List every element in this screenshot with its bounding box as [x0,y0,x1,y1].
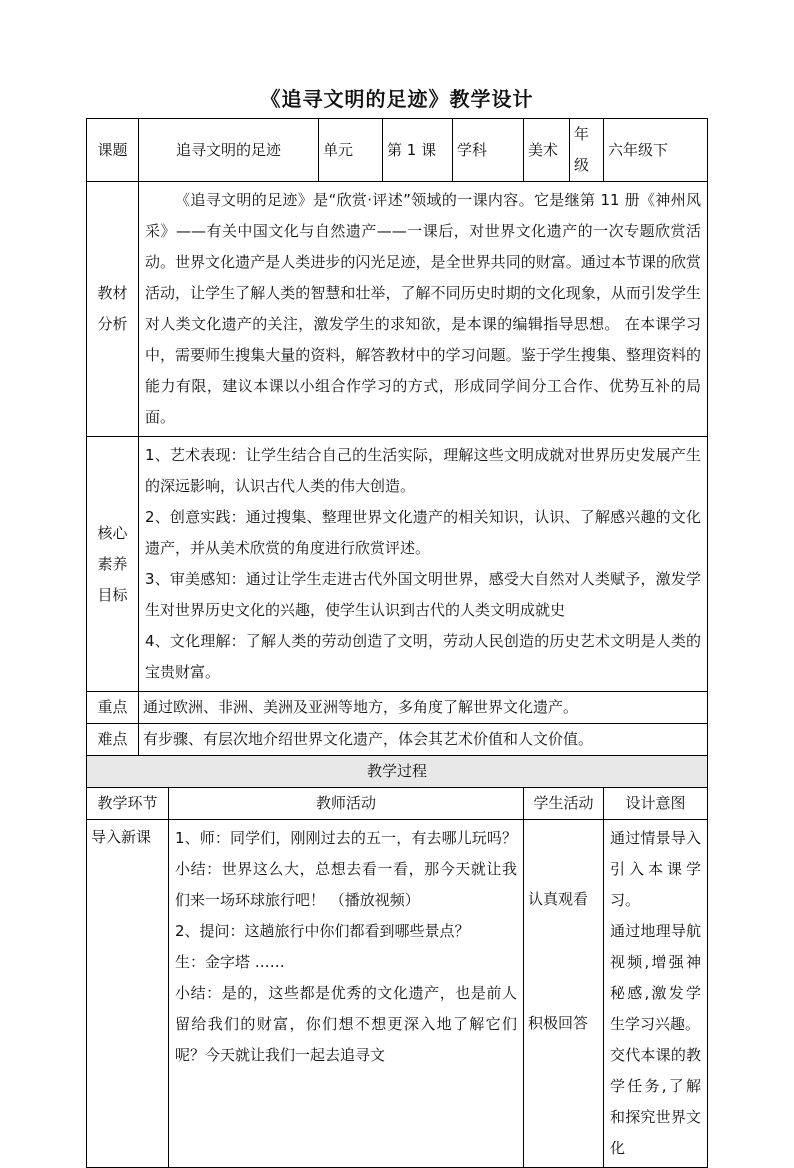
goal-item: 2、创意实践：通过搜集、整理世界文化遗产的相关知识，认识、了解感兴趣的文化遗产，并从美术欣赏的角度进行欣赏评述。 [145,508,702,557]
column-student: 学生活动 [524,788,604,820]
teacher-line: 生：金字塔 …… [175,953,285,971]
goals-label-3: 目标 [97,585,128,604]
process-header: 教学过程 [87,756,708,788]
process-columns-row [87,788,708,820]
analysis-row [87,182,708,437]
teacher-line: 2、提问：这趟旅行中你们都看到哪些景点？ [175,922,470,940]
goal-item: 1、艺术表现：让学生结合自己的生活实际，理解这些文明成就对世界历史发展产生的深远影响，认识古代人类的伟大创造。 [145,446,702,495]
unit-value: 第 1 课 [383,119,453,182]
student-activity-1: 认真观看 [528,890,589,908]
analysis-cell [139,182,708,437]
difficulty-label: 难点 [87,724,139,756]
key-row [87,692,708,724]
difficulty-text: 有步骤、有层次地介绍世界文化遗产，体会其艺术价值和人文价值。 [139,724,708,756]
analysis-label-2: 分析 [97,315,128,333]
intent-line: 通过情景导入引入本课学习。 [610,829,702,909]
analysis-label-1: 教材 [97,284,128,302]
info-row [87,119,708,182]
key-label: 重点 [87,692,139,724]
document-title: 《追寻文明的足迹》教学设计 [260,87,534,111]
analysis-text: 《追寻文明的足迹》是“欣赏·评述”领域的一课内容。它是继第 11 册《神州风采》——有关中国文化与自然遗产——一课后，对世界文化遗产的一次专题欣赏活动。世界文化遗产是人类进步的闪光足迹，是全世界共同的财富。通过本节课的欣赏活动，让学生了解人类的智慧和壮举，了解不同历史时期的文化现象，从而引发学生对人类文化遗产的关注，激发学生的求知欲，是本课的编辑指导思想。 在本课学习中，需要师生搜集大量的资料，解答教材中的学习问题。鉴于学生搜集、整理资料的能力有限，建议本课以小组合作学习的方式，形成同学间分工合作、优势互补的局面。 [145,191,702,426]
column-stage: 教学环节 [87,788,169,820]
teacher-line: 1、师：同学们，刚刚过去的五一，有去哪儿玩吗？ 小结：世界这么大，总想去看一看，那今天就让我们来一场环球旅行吧！ （播放视频） [175,829,518,909]
student-activity-2: 积极回答 [528,1014,589,1032]
goal-item: 3、审美感知：通过让学生走进古代外国文明世界，感受大自然对人类赋予，激发学生对世界历史文化的兴趣，使学生认识到古代的人类文明成就史 [145,570,702,619]
topic-value: 追寻文明的足迹 [139,119,319,182]
goals-row [87,437,708,692]
analysis-label [87,182,139,437]
teacher-cell [169,820,524,1168]
subject-label: 学科 [453,119,524,182]
goals-cell [139,437,708,692]
process-row [87,820,708,1168]
process-header-row [87,756,708,788]
stage-cell: 导入新课 [87,820,169,1168]
unit-label: 单元 [319,119,383,182]
column-intent: 设计意图 [604,788,708,820]
subject-value: 美术 [524,119,570,182]
difficulty-row [87,724,708,756]
student-cell [524,820,604,1168]
intent-cell [604,820,708,1168]
grade-value: 六年级下 [604,119,708,182]
goals-label-2: 素养 [97,554,128,573]
column-teacher: 教师活动 [169,788,524,820]
teacher-line: 小结：是的，这些都是优秀的文化遗产，也是前人留给我们的财富，你们想不想更深入地了解它们呢？今天就让我们一起去追寻文 [175,984,518,1064]
key-text: 通过欧洲、非洲、美洲及亚洲等地方，多角度了解世界文化遗产。 [139,692,708,724]
intent-line: 通过地理导航视频,增强神秘感,激发学生学习兴趣。 [610,922,702,1033]
grade-label: 年级 [570,119,604,182]
goals-label [87,437,139,692]
topic-label: 课题 [87,119,139,182]
goals-label-1: 核心 [97,523,128,542]
lesson-plan-table [86,118,708,1168]
intent-line: 交代本课的教学任务,了解和探究世界文化 [610,1046,702,1157]
goal-item: 4、文化理解：了解人类的劳动创造了文明，劳动人民创造的历史艺术文明是人类的宝贵财富。 [145,632,702,681]
